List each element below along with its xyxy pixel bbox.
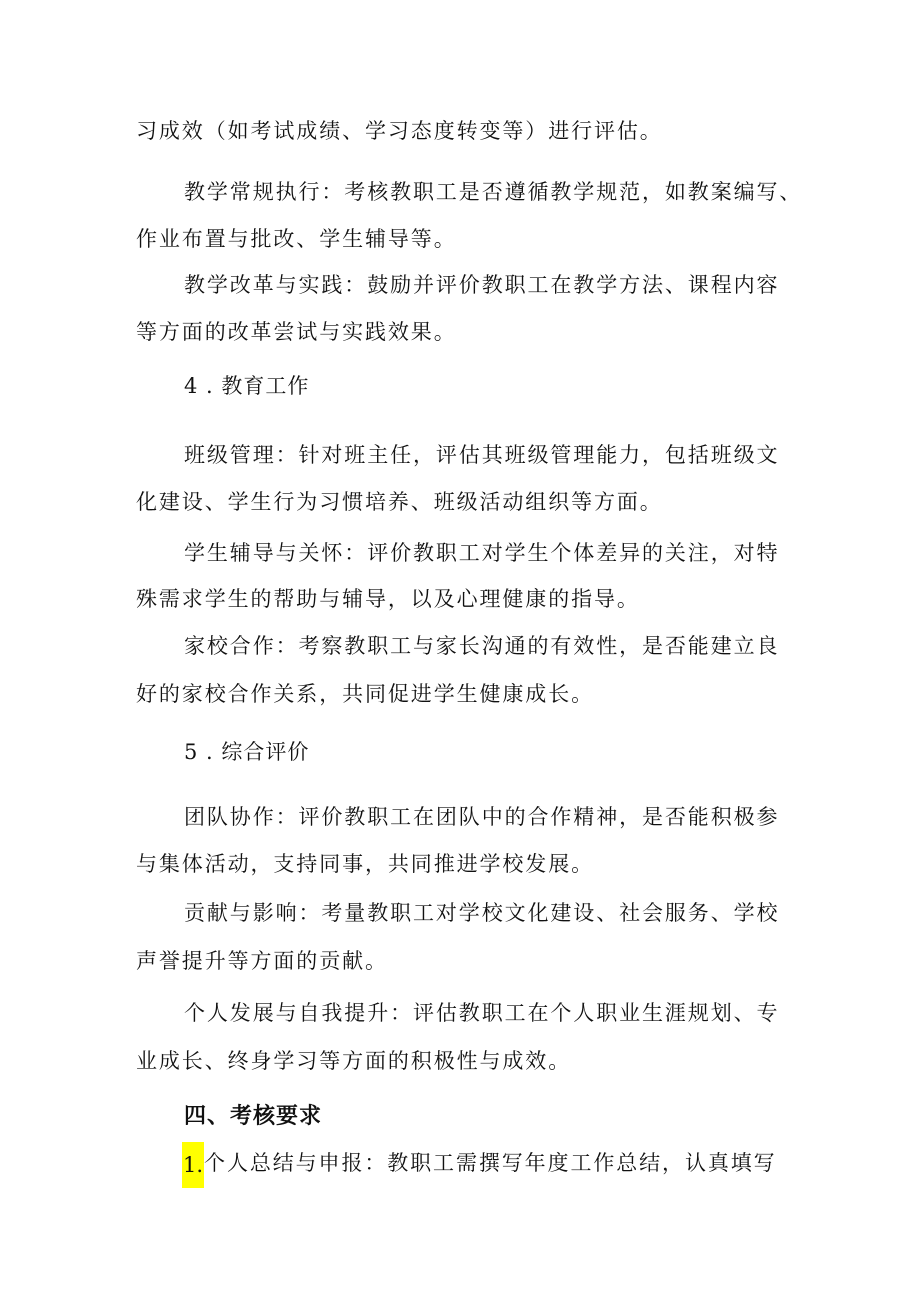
paragraph-line: 业成长、终身学习等方面的积极性与成效。 [136,1049,572,1073]
paragraph-line: 教学改革与实践：鼓励并评价教职工在教学方法、课程内容 [184,273,780,297]
paragraph-line: 化建设、学生行为习惯培养、班级活动组织等方面。 [136,490,663,514]
paragraph-line: 殊需求学生的帮助与辅导，以及心理健康的指导。 [136,587,640,611]
paragraph-line: 班级管理：针对班主任，评估其班级管理能力，包括班级文 [184,443,780,467]
paragraph-line: 等方面的改革尝试与实践效果。 [136,320,457,344]
paragraph-line: 作业布置与批改、学生辅导等。 [136,227,457,251]
paragraph-line: 与集体活动，支持同事，共同推进学校发展。 [136,852,594,876]
paragraph-line: 好的家校合作关系，共同促进学生健康成长。 [136,682,594,706]
paragraph-line: 声誉提升等方面的贡献。 [136,949,388,973]
paragraph-line: 家校合作：考察教职工与家长沟通的有效性，是否能建立良 [184,634,780,658]
paragraph-line: 个人发展与自我提升：评估教职工在个人职业生涯规划、专 [184,1001,780,1025]
subsection-heading: 4 . 教育工作 [184,374,310,398]
paragraph-line: 学生辅导与关怀：评价教职工对学生个体差异的关注，对特 [184,541,780,565]
numbered-item [182,1140,777,1188]
highlighted-number: 1. [182,1142,204,1188]
paragraph-line: 贡献与影响：考量教职工对学校文化建设、社会服务、学校 [184,901,780,925]
subsection-heading: 5 . 综合评价 [184,740,310,764]
numbered-item-text: 个人总结与申报：教职工需撰写年度工作总结，认真填写 [204,1151,777,1175]
section-heading: 四、考核要求 [184,1104,323,1129]
paragraph-line: 团队协作：评价教职工在团队中的合作精神，是否能积极参 [184,805,780,829]
paragraph-line: 习成效（如考试成绩、学习态度转变等）进行评估。 [136,119,663,143]
paragraph-line: 教学常规执行：考核教职工是否遵循教学规范，如教案编写、 [184,180,803,204]
